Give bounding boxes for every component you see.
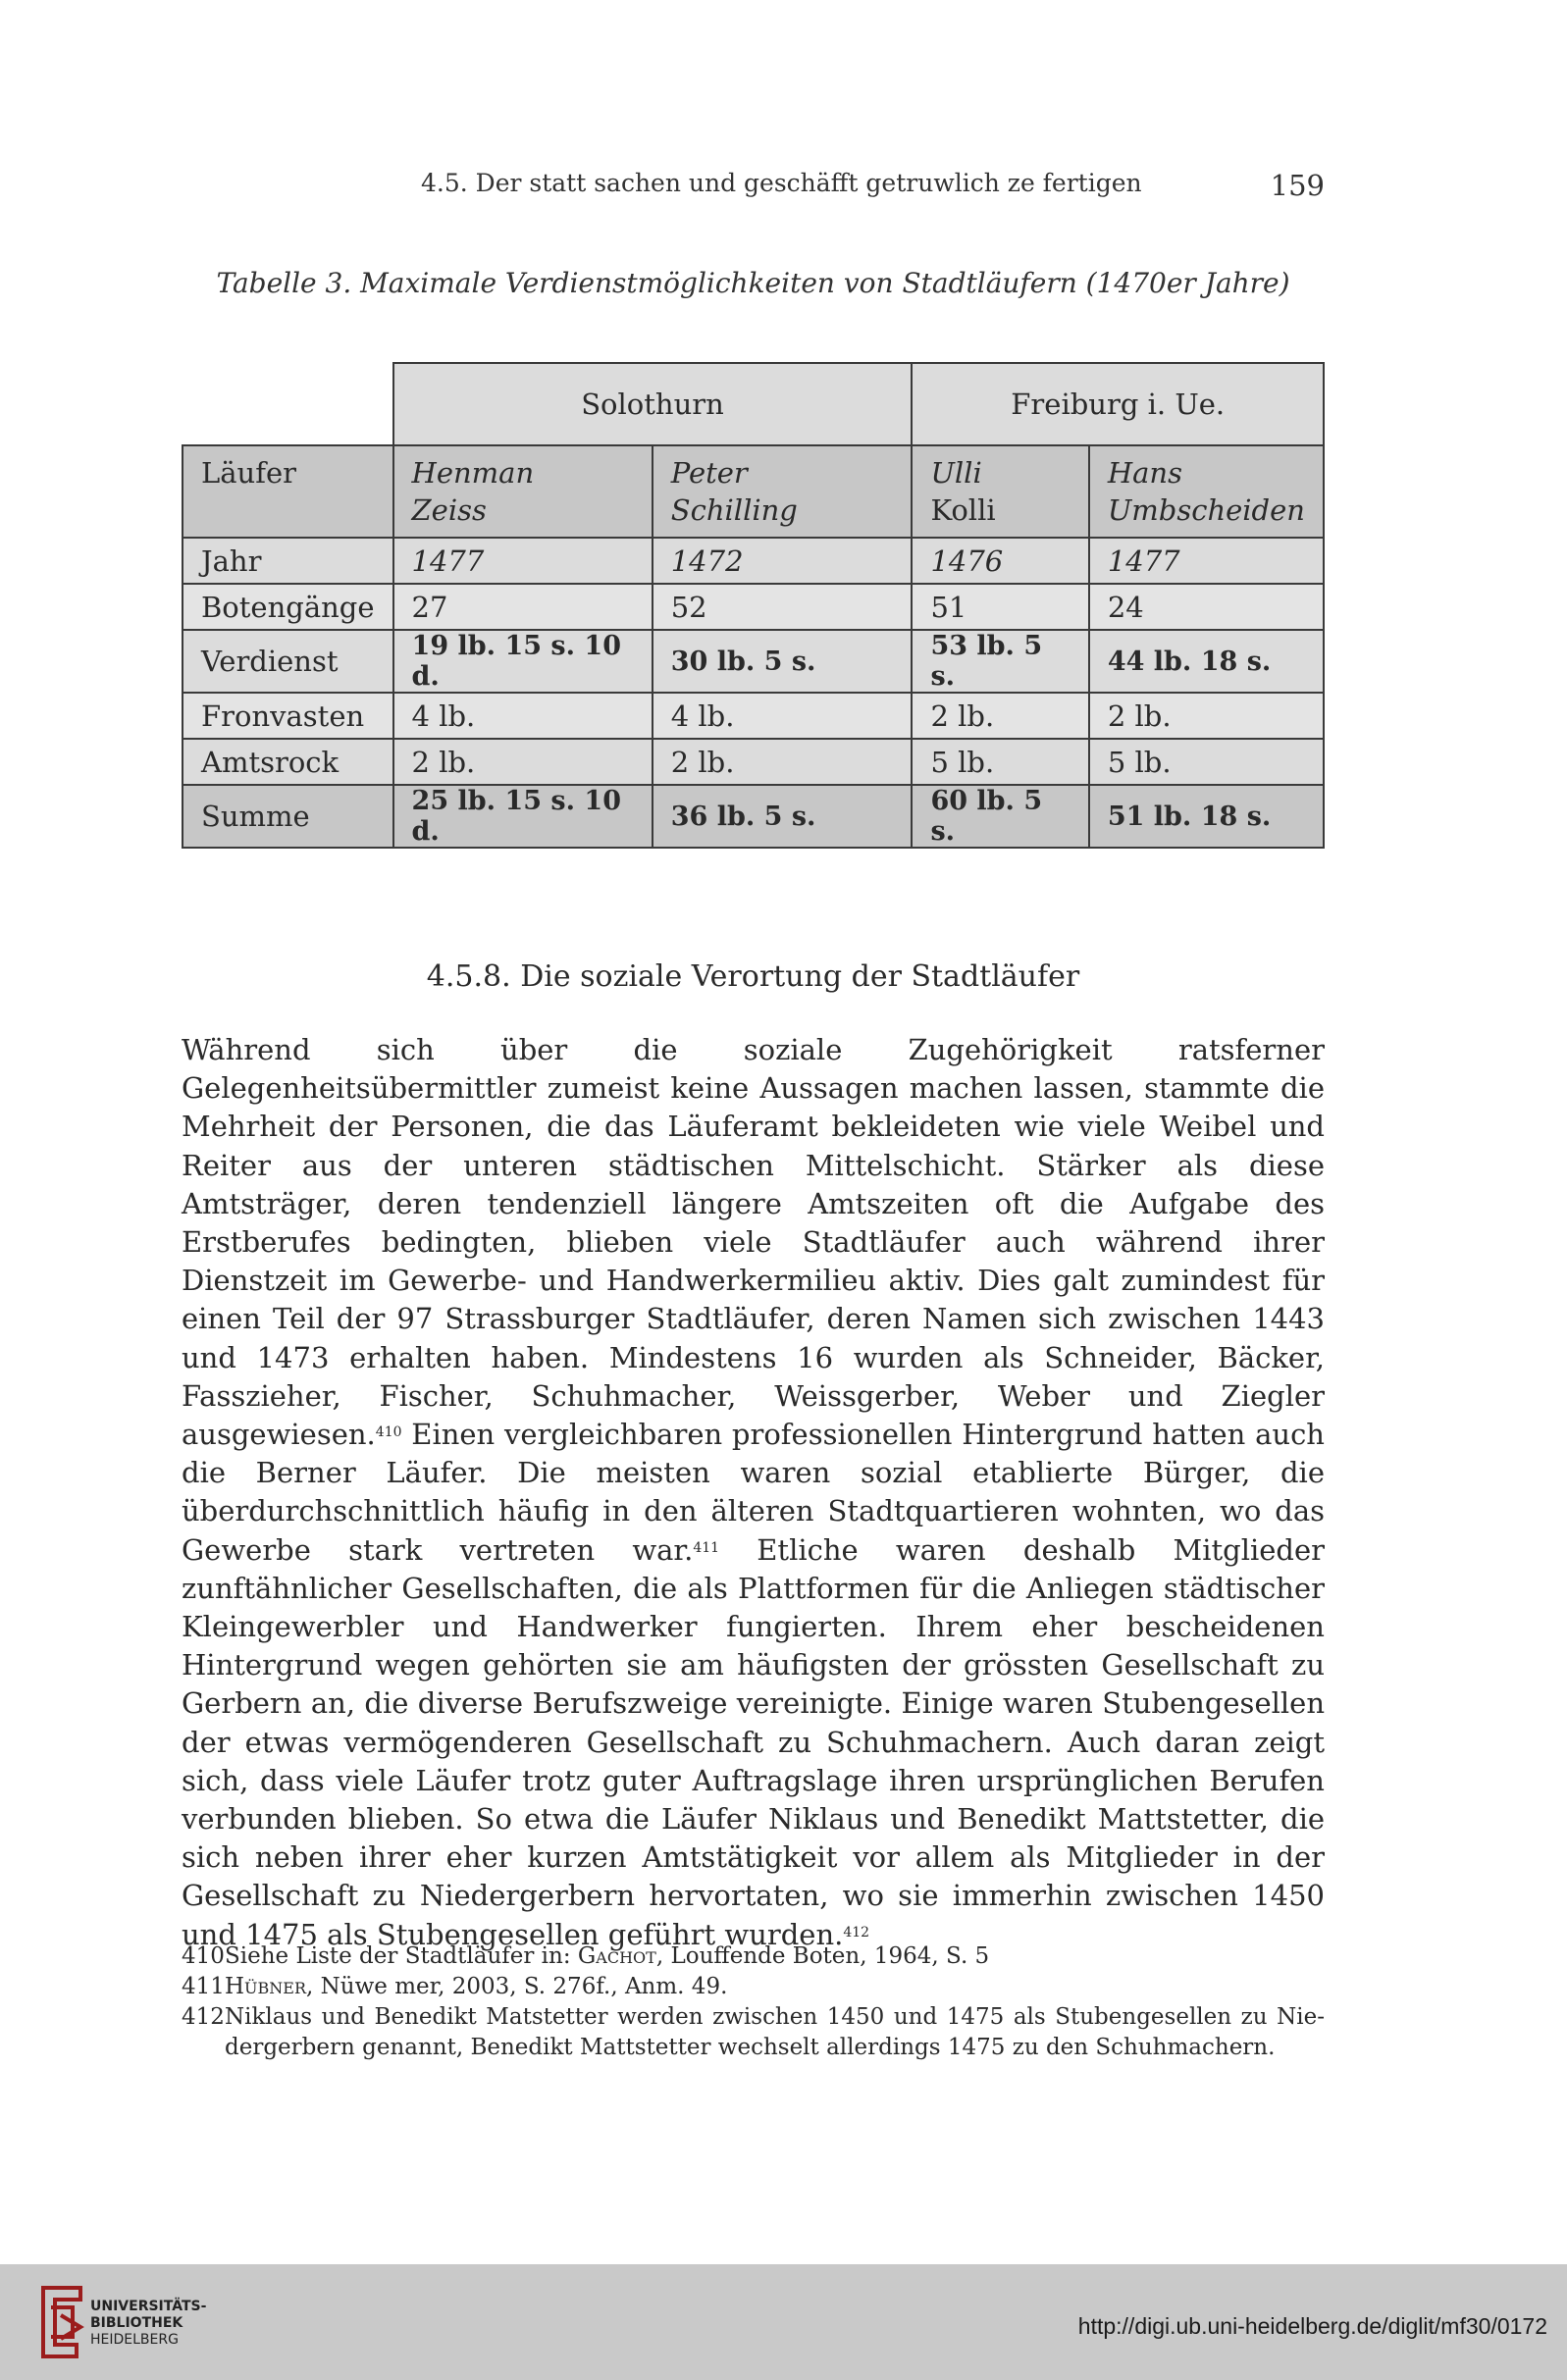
library-name xyxy=(90,2299,206,2349)
table-row-amtsrock xyxy=(183,739,1324,785)
table-cell: 5 lb. xyxy=(912,739,1088,785)
table-cell: 19 lb. 15 s. 10 d. xyxy=(393,630,653,693)
footnote xyxy=(182,1941,1325,1972)
runner-name-cell: Hans Umbscheiden xyxy=(1089,445,1324,538)
table-cell: 25 lb. 15 s. 10 d. xyxy=(393,785,653,848)
runner-name-cell: Peter Schilling xyxy=(653,445,913,538)
table-caption: Tabelle 3. Maximale Verdienstmöglichkeiten von Stadtläufern (1470er Jahre) xyxy=(216,267,1290,299)
table-cell: 4 lb. xyxy=(653,693,913,739)
table-cell: 2 lb. xyxy=(393,739,653,785)
table-cell: 1472 xyxy=(653,538,913,584)
table-cell: 1476 xyxy=(912,538,1088,584)
table-cell: 30 lb. 5 s. xyxy=(653,630,913,693)
footnotes xyxy=(182,1941,1325,2063)
table-cell: 53 lb. 5 s. xyxy=(912,630,1088,693)
row-label: Amtsrock xyxy=(183,739,393,785)
row-label: Verdienst xyxy=(183,630,393,693)
footnote-text: , Nüwe mer, 2003, S. 276f., Anm. 49. xyxy=(306,1974,728,1999)
page-number: 159 xyxy=(1270,169,1325,202)
permalink-url[interactable]: http://digi.ub.uni-heidelberg.de/diglit/mf30/0172 xyxy=(1077,2313,1547,2339)
body-paragraph xyxy=(182,1031,1325,1954)
table-cell: 1477 xyxy=(1089,538,1324,584)
footnote-text: , Louffende Boten, 1964, S. 5 xyxy=(655,1943,990,1969)
table-cell: 51 xyxy=(912,584,1088,630)
table-cell: 2 lb. xyxy=(1089,693,1324,739)
footnote-ref[interactable]: 410 xyxy=(375,1424,402,1441)
blank-corner-cell xyxy=(183,363,393,445)
footnote xyxy=(182,2002,1325,2063)
row-label: Summe xyxy=(183,785,393,848)
footnote-number: 412 xyxy=(182,2004,225,2030)
table-row-summe xyxy=(183,785,1324,848)
table-row-jahr xyxy=(183,538,1324,584)
table-cell: 44 lb. 18 s. xyxy=(1089,630,1324,693)
table-cell: 5 lb. xyxy=(1089,739,1324,785)
footnote-author: Hübner xyxy=(225,1974,307,1999)
table-cell: 2 lb. xyxy=(912,693,1088,739)
library-name-line: HEIDELBERG xyxy=(90,2332,179,2348)
city-freiburg: Freiburg i. Ue. xyxy=(912,363,1324,445)
footnote-number: 410 xyxy=(182,1943,225,1969)
table-cell: 60 lb. 5 s. xyxy=(912,785,1088,848)
running-head-title: 4.5. Der statt sachen und geschäfft getruwlich ze fertigen xyxy=(421,169,1142,197)
row-label: Fronvasten xyxy=(183,693,393,739)
section-heading: 4.5.8. Die soziale Verortung der Stadtläufer xyxy=(426,959,1080,994)
table-cell: 51 lb. 18 s. xyxy=(1089,785,1324,848)
table-cell: 24 xyxy=(1089,584,1324,630)
table-row-verdienst xyxy=(183,630,1324,693)
footnote-ref[interactable]: 411 xyxy=(693,1539,720,1556)
earnings-table-wrapper xyxy=(182,362,1325,849)
row-label: Botengänge xyxy=(183,584,393,630)
runner-name-cell: Ulli Kolli xyxy=(912,445,1088,538)
row-label: Jahr xyxy=(183,538,393,584)
city-header-row xyxy=(183,363,1324,445)
table-cell: 27 xyxy=(393,584,653,630)
footnote xyxy=(182,1972,1325,2002)
table-row-botengaenge xyxy=(183,584,1324,630)
table-row-fronvasten xyxy=(183,693,1324,739)
footnote-text: Niklaus und Benedikt Matstetter werden zwischen 1450 und 1475 als Stubengesellen zu Niedergerbern genannt, Benedikt Mattstetter wechselt allerdings 1475 zu den Schuhmachern. xyxy=(225,2004,1325,2060)
library-name-line: BIBLIOTHEK xyxy=(90,2315,183,2331)
table-cell: 4 lb. xyxy=(393,693,653,739)
row-header-laeufer: Läufer xyxy=(183,445,393,538)
table-cell: 1477 xyxy=(393,538,653,584)
library-logo-icon xyxy=(37,2284,86,2360)
body-text-part: Einen vergleichbaren professionellen Hintergrund hatten auch die Berner Läufer. Die meisten waren sozial etablierte Bürger, die überdurchschnittlich häufig in den älteren Stadtquartieren wohnten, wo das Gewerbe stark vertreten war. xyxy=(182,1418,1325,1567)
footnote-text: Siehe Liste der Stadtläufer in: xyxy=(225,1943,578,1969)
footnote-ref[interactable]: 412 xyxy=(843,1924,870,1940)
body-text-part: Während sich über die soziale Zugehörigkeit ratsferner Gelegenheitsübermittler zumeist keine Aussagen machen lassen, stammte die Mehrheit der Personen, die das Läuferamt bekleideten wie viele Weibel und Reiter aus der unteren städtischen Mittelschicht. Stärker als diese Amtsträger, deren tendenziell längere Amtszeiten oft die Aufgabe des Erstberufes bedingten, blieben viele Stadtläufer auch während ihrer Dienstzeit im Gewerbe- und Handwerkermilieu aktiv. Dies galt zumindest für einen Teil der 97 Strassburger Stadtläufer, deren Namen sich zwischen 1443 und 1473 erhalten haben. Mindestens 16 wurden als Schneider, Bäcker, Fasszieher, Fischer, Schuhmacher, Weissgerber, Weber und Ziegler ausgewiesen. xyxy=(182,1033,1325,1452)
runner-names-row xyxy=(183,445,1324,538)
footnote-number: 411 xyxy=(182,1974,225,1999)
city-solothurn: Solothurn xyxy=(393,363,913,445)
earnings-table xyxy=(182,362,1325,849)
body-text-part: Etliche waren deshalb Mitglieder zunftähnlicher Gesellschaften, die als Plattformen für die Anliegen städtischer Kleingewerbler und Handwerker fungierten. Ihrem eher bescheidenen Hintergrund wegen gehörten sie am häufigsten der grössten Gesellschaft zu Gerbern an, die diverse Berufszweige vereinigte. Einige waren Stubengesellen der etwas vermögenderen Gesellschaft zu Schuhmachern. Auch daran zeigt sich, dass viele Läufer trotz guter Auftragslage ihren ursprünglichen Berufen verbunden blieben. So etwa die Läufer Niklaus und Benedikt Mattstetter, die sich neben ihrer eher kurzen Amtstätigkeit vor allem als Mitglieder in der Gesellschaft zu Niedergerbern hervortaten, wo sie immerhin zwischen 1450 und 1475 als Stubengesellen geführt wurden. xyxy=(182,1532,1325,1951)
library-name-line: UNIVERSITÄTS- xyxy=(90,2299,207,2314)
table-cell: 36 lb. 5 s. xyxy=(653,785,913,848)
table-cell: 52 xyxy=(653,584,913,630)
digitization-footer xyxy=(0,2264,1567,2380)
table-cell: 2 lb. xyxy=(653,739,913,785)
runner-name-cell: Henman Zeiss xyxy=(393,445,653,538)
footnote-author: Gachot xyxy=(577,1943,656,1969)
